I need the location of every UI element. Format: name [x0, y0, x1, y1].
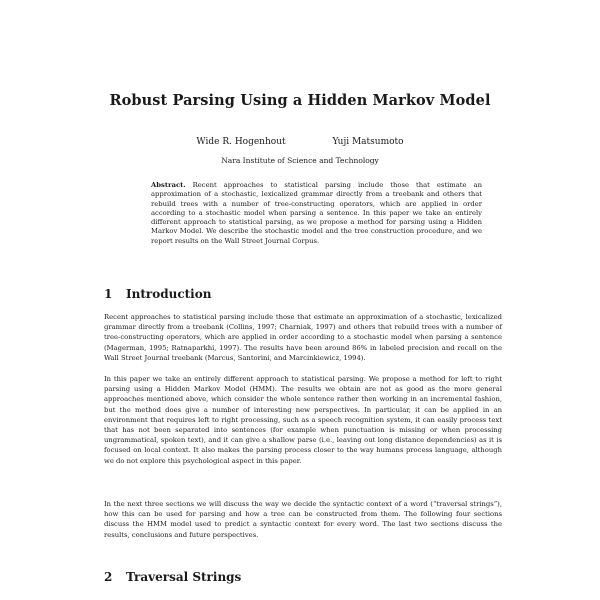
body-paragraph — [104, 499, 502, 540]
section-heading-introduction — [104, 287, 211, 301]
body-paragraph — [104, 374, 502, 466]
author-name: Yuji Matsumoto — [332, 137, 404, 147]
body-paragraph — [104, 312, 502, 363]
paragraph-text: In this paper we take an entirely different approach to statistical parsing. We propose a method for left to right parsing using a Hidden Markov Model (HMM). The results we obtain are not as good as the more general approaches mentioned above, which consider the whole sentence rather then working in an incremental fashion, but the method does give a number of interesting new perspectives. In particular, it can be applied in an environment that requires left to right processing, such as a speech recognition system, it can easily process text that has not been separated into sentences (for example when punctuation is missing or when processing ungrammatical, spoken text), and it can give a shallow parse (i.e., leaving out long distance dependencies) as it is focused on local context. It also makes the parsing process closer to the way humans process language, although we do not explore this psychological aspect in this paper. — [104, 375, 502, 465]
abstract — [151, 181, 482, 246]
paper-title: Robust Parsing Using a Hidden Markov Model — [109, 92, 491, 109]
author-name: Wide R. Hogenhout — [196, 137, 286, 147]
section-title: Traversal Strings — [126, 570, 242, 584]
paragraph-text: In the next three sections we will discuss the way we decide the syntactic context of a word (“traversal strings”), how this can be used for parsing and how a tree can be constructed from them. The following four sections discuss the HMM model used to predict a syntactic context for every word. The last two sections discuss the results, conclusions and future perspectives. — [104, 500, 502, 539]
section-number: 1 — [104, 287, 113, 301]
author-list — [0, 137, 600, 147]
abstract-label: Abstract. — [151, 181, 186, 189]
section-heading-traversal-strings — [104, 570, 241, 584]
abstract-text: Recent approaches to statistical parsing include those that estimate an approximation of a stochastic, lexicalized grammar directly from a treebank and others that rebuild trees with a number of tree-constructing operators, which are applied in order according to a stochastic model when parsing a sentence. In this paper we take an entirely different approach to statistical parsing, as we propose a method for parsing using a Hidden Markov Model. We describe the stochastic model and the tree construction procedure, and we report results on the Wall Street Journal Corpus. — [151, 181, 482, 245]
paragraph-text: Recent approaches to statistical parsing include those that estimate an approximation of a stochastic, lexicalized grammar directly from a treebank (Collins, 1997; Charniak, 1997) and others that rebuild trees with a number of tree-constructing operators, which are applied in order according to a stochastic model when parsing a sentence (Magerman, 1995; Ratnaparkhi, 1997). The results have been around 86% in labeled precision and recall on the Wall Street Journal treebank (Marcus, Santorini, and Marcinkiewicz, 1994). — [104, 313, 502, 362]
affiliation: Nara Institute of Science and Technology — [221, 156, 379, 165]
section-title: Introduction — [126, 287, 212, 301]
section-number: 2 — [104, 570, 113, 584]
